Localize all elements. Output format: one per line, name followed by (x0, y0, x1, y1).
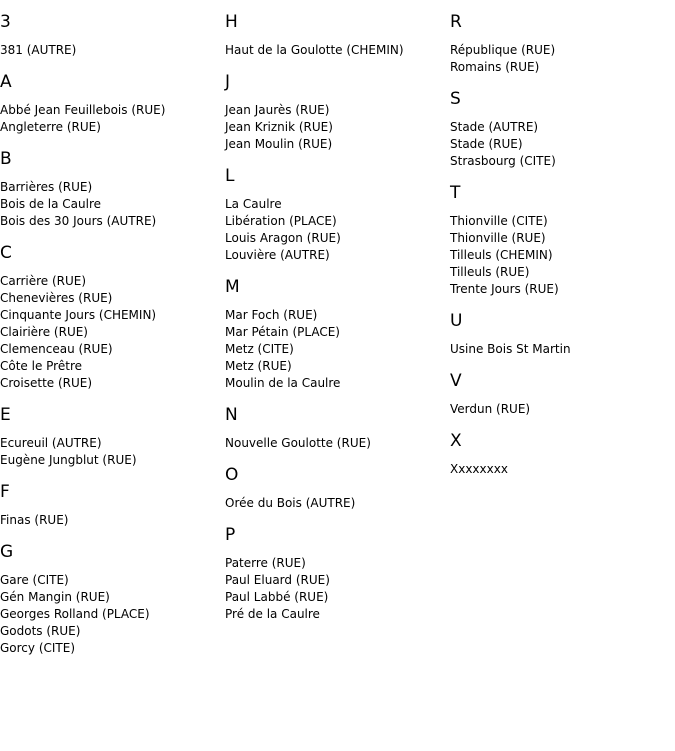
street-link[interactable]: Jean Kriznik (RUE) (225, 120, 333, 134)
street-link[interactable]: Barrières (RUE) (0, 180, 93, 194)
letter-group (0, 149, 225, 230)
street-link[interactable]: Tilleuls (CHEMIN) (450, 248, 553, 262)
street-link[interactable]: Clemenceau (RUE) (0, 342, 113, 356)
letter-group (0, 243, 225, 392)
street-link[interactable]: Gén Mangin (RUE) (0, 590, 110, 604)
street-link[interactable]: Metz (CITE) (225, 342, 294, 356)
letter-heading: R (450, 12, 462, 32)
letter-heading: V (450, 371, 462, 391)
letter-group (225, 166, 450, 264)
street-link[interactable]: Nouvelle Goulotte (RUE) (225, 436, 371, 450)
street-link[interactable]: Côte le Prêtre (0, 359, 82, 373)
letter-group (0, 12, 225, 59)
street-link[interactable]: Angleterre (RUE) (0, 120, 101, 134)
letter-heading: S (450, 89, 461, 109)
street-link[interactable]: Paterre (RUE) (225, 556, 306, 570)
letter-group (0, 405, 225, 469)
street-link[interactable]: Croisette (RUE) (0, 376, 93, 390)
street-link[interactable]: Haut de la Goulotte (CHEMIN) (225, 43, 404, 57)
letter-heading: M (225, 277, 240, 297)
street-link[interactable]: République (RUE) (450, 43, 556, 57)
street-link[interactable]: Paul Eluard (RUE) (225, 573, 330, 587)
street-link[interactable]: Thionville (RUE) (450, 231, 546, 245)
street-link[interactable]: Louis Aragon (RUE) (225, 231, 341, 245)
street-link[interactable]: Moulin de la Caulre (225, 376, 341, 390)
street-link[interactable]: Godots (RUE) (0, 624, 81, 638)
street-column-2 (225, 12, 450, 636)
street-link[interactable]: Strasbourg (CITE) (450, 154, 556, 168)
street-link[interactable]: Orée du Bois (AUTRE) (225, 496, 356, 510)
street-link[interactable]: Verdun (RUE) (450, 402, 531, 416)
letter-group (450, 183, 675, 298)
street-link[interactable]: Carrière (RUE) (0, 274, 87, 288)
street-link[interactable]: Thionville (CITE) (450, 214, 548, 228)
letter-heading: A (0, 72, 12, 92)
street-link[interactable]: Gare (CITE) (0, 573, 69, 587)
street-link[interactable]: Bois de la Caulre (0, 197, 102, 211)
letter-heading: O (225, 465, 239, 485)
street-link[interactable]: Metz (RUE) (225, 359, 292, 373)
letter-heading: N (225, 405, 238, 425)
street-link[interactable]: Finas (RUE) (0, 513, 69, 527)
letter-group (450, 431, 675, 478)
street-link[interactable]: Libération (PLACE) (225, 214, 337, 228)
street-link[interactable]: 381 (AUTRE) (0, 43, 77, 57)
letter-heading: U (450, 311, 463, 331)
street-link[interactable]: Louvière (AUTRE) (225, 248, 330, 262)
street-link[interactable]: Mar Pétain (PLACE) (225, 325, 340, 339)
street-link[interactable]: Eugène Jungblut (RUE) (0, 453, 137, 467)
letter-group (225, 465, 450, 512)
street-column-3 (450, 12, 675, 491)
street-link[interactable]: Abbé Jean Feuillebois (RUE) (0, 103, 166, 117)
street-link[interactable]: Usine Bois St Martin (450, 342, 571, 356)
letter-heading: X (450, 431, 462, 451)
letter-heading: H (225, 12, 238, 32)
letter-group (225, 405, 450, 452)
letter-heading: B (0, 149, 12, 169)
street-link[interactable]: Ecureuil (AUTRE) (0, 436, 102, 450)
street-link[interactable]: Xxxxxxxx (450, 462, 508, 476)
letter-heading: T (450, 183, 461, 203)
letter-group (225, 277, 450, 392)
street-link[interactable]: Jean Jaurès (RUE) (225, 103, 330, 117)
letter-heading: L (225, 166, 235, 186)
letter-group (225, 525, 450, 623)
letter-group (0, 482, 225, 529)
street-link[interactable]: Jean Moulin (RUE) (225, 137, 333, 151)
letter-heading: E (0, 405, 11, 425)
letter-group (0, 542, 225, 657)
street-link[interactable]: La Caulre (225, 197, 282, 211)
street-link[interactable]: Stade (RUE) (450, 137, 523, 151)
street-link[interactable]: Stade (AUTRE) (450, 120, 539, 134)
letter-group (225, 72, 450, 153)
letter-group (225, 12, 450, 59)
letter-group (450, 89, 675, 170)
street-link[interactable]: Trente Jours (RUE) (450, 282, 559, 296)
letter-group (450, 371, 675, 418)
street-link[interactable]: Romains (RUE) (450, 60, 540, 74)
street-link[interactable]: Paul Labbé (RUE) (225, 590, 329, 604)
letter-heading: C (0, 243, 12, 263)
street-link[interactable]: Clairière (RUE) (0, 325, 88, 339)
street-link[interactable]: Tilleuls (RUE) (450, 265, 530, 279)
street-link[interactable]: Gorcy (CITE) (0, 641, 76, 655)
letter-group (450, 311, 675, 358)
street-link[interactable]: Cinquante Jours (CHEMIN) (0, 308, 157, 322)
letter-heading: F (0, 482, 10, 502)
letter-group (0, 72, 225, 136)
letter-heading: G (0, 542, 14, 562)
street-link[interactable]: Chenevières (RUE) (0, 291, 113, 305)
street-link[interactable]: Mar Foch (RUE) (225, 308, 318, 322)
letter-group (450, 12, 675, 76)
letter-heading: 3 (0, 12, 11, 32)
street-column-1 (0, 12, 225, 670)
street-link[interactable]: Bois des 30 Jours (AUTRE) (0, 214, 157, 228)
letter-heading: P (225, 525, 236, 545)
street-link[interactable]: Georges Rolland (PLACE) (0, 607, 150, 621)
street-link[interactable]: Pré de la Caulre (225, 607, 320, 621)
letter-heading: J (225, 72, 231, 92)
